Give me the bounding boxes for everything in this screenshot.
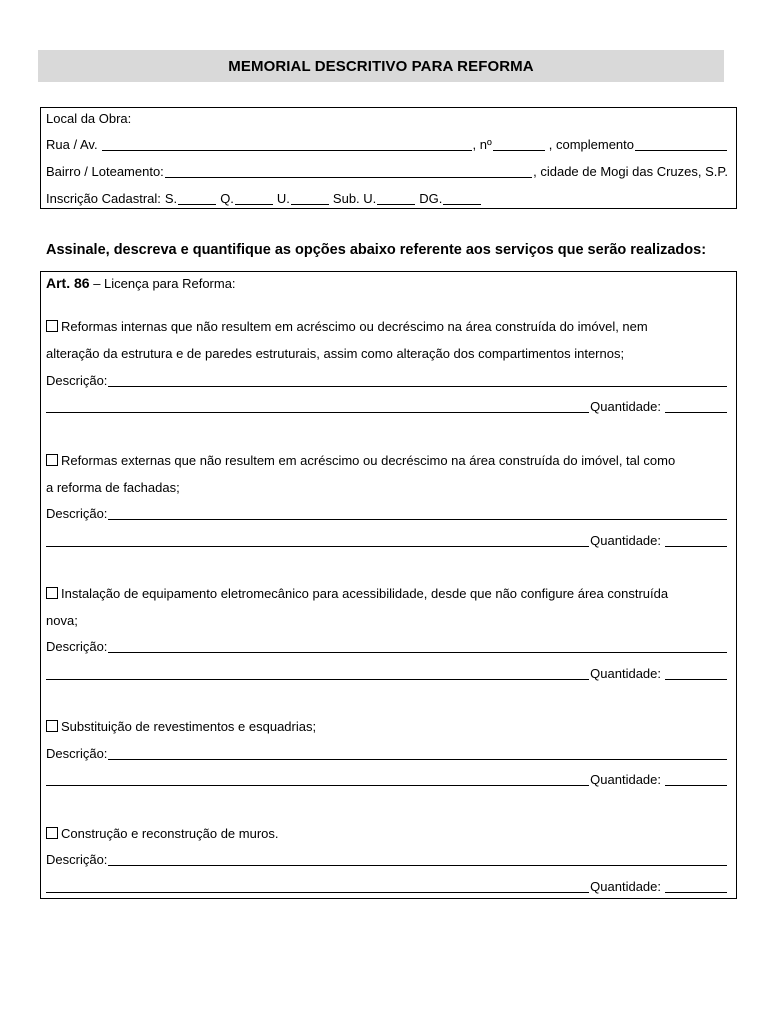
option-5-quantidade-row: [46, 879, 728, 895]
option-5-checkbox[interactable]: [46, 827, 58, 839]
option-5-descricao-label: Descrição:: [46, 852, 108, 867]
option-3-quantidade-label: Quantidade:: [590, 666, 661, 681]
option-3-descricao-field[interactable]: [108, 641, 727, 653]
numero-field[interactable]: [493, 139, 545, 151]
option-3-descricao-field-2[interactable]: [46, 668, 589, 680]
option-2-line1: [46, 453, 728, 469]
article-heading: [46, 275, 728, 292]
option-2-quantidade-row: [46, 533, 728, 549]
option-5-descricao-field-2[interactable]: [46, 881, 589, 893]
article-subtitle: – Licença para Reforma:: [89, 276, 236, 291]
location-box: [40, 107, 737, 209]
rua-label: Rua / Av.: [46, 137, 98, 152]
option-3-line1: [46, 586, 728, 602]
option-4-line1: [46, 719, 728, 735]
document-title: [38, 50, 724, 82]
option-4-quantidade-row: [46, 772, 728, 788]
option-3-checkbox[interactable]: [46, 587, 58, 599]
q-label: Q.: [220, 191, 234, 206]
option-4-descricao-label: Descrição:: [46, 746, 108, 761]
option-1-descricao-field[interactable]: [108, 375, 727, 387]
u-field[interactable]: [291, 193, 329, 205]
inscricao-row: [46, 191, 482, 207]
option-1-quantidade-row: [46, 399, 728, 415]
option-1-quantidade-label: Quantidade:: [590, 399, 661, 414]
local-label: Local da Obra:: [46, 111, 132, 126]
document-title-text: MEMORIAL DESCRITIVO PARA REFORMA: [228, 57, 534, 75]
dg-label: DG.: [419, 191, 443, 206]
services-box: [40, 271, 737, 899]
s-field[interactable]: [178, 193, 216, 205]
u-label: U.: [276, 191, 290, 206]
option-1-descricao-row: [46, 373, 728, 389]
rua-row: [46, 137, 728, 153]
option-2-descricao-label: Descrição:: [46, 506, 108, 521]
option-4-descricao-row: [46, 746, 728, 762]
complemento-label: , complemento: [548, 137, 634, 152]
option-2-descricao-field-2[interactable]: [46, 535, 589, 547]
option-2-checkbox[interactable]: [46, 454, 58, 466]
option-4-quantidade-label: Quantidade:: [590, 772, 661, 787]
option-1-text-1: Reformas internas que não resultem em acréscimo ou decréscimo na área construída do imóvel, nem: [61, 319, 648, 334]
option-5-quantidade-field[interactable]: [665, 881, 727, 893]
option-1-checkbox[interactable]: [46, 320, 58, 332]
option-3-text-2: nova;: [46, 613, 78, 628]
option-4-text-1: Substituição de revestimentos e esquadrias;: [61, 719, 317, 734]
instruction-text: Assinale, descreva e quantifique as opções abaixo referente aos serviços que serão realizados:: [46, 242, 707, 258]
option-1-line1: [46, 319, 728, 335]
option-1-quantidade-field[interactable]: [665, 401, 727, 413]
bairro-field[interactable]: [165, 166, 532, 178]
option-2-text-1: Reformas externas que não resultem em acréscimo ou decréscimo na área construída do imóvel, tal como: [61, 453, 676, 468]
option-4-checkbox[interactable]: [46, 720, 58, 732]
option-4-descricao-field[interactable]: [108, 748, 727, 760]
option-2-descricao-row: [46, 506, 728, 522]
option-3-descricao-row: [46, 639, 728, 655]
option-2-descricao-field[interactable]: [108, 508, 727, 520]
article-number: Art. 86: [46, 275, 90, 291]
option-2-quantidade-label: Quantidade:: [590, 533, 661, 548]
bairro-row: [46, 164, 728, 180]
option-1-descricao-field-2[interactable]: [46, 401, 589, 413]
option-1-text-2: alteração da estrutura e de paredes estruturais, assim como alteração dos compartimentos internos;: [46, 346, 625, 361]
inscricao-label: Inscrição Cadastral:: [46, 191, 161, 206]
option-2-text-2: a reforma de fachadas;: [46, 480, 180, 495]
option-2-quantidade-field[interactable]: [665, 535, 727, 547]
numero-label: , nº: [472, 137, 492, 152]
subu-field[interactable]: [377, 193, 415, 205]
cidade-label: , cidade de Mogi das Cruzes, S.P.: [533, 164, 728, 179]
s-label: S.: [164, 191, 178, 206]
option-5-descricao-field[interactable]: [108, 854, 727, 866]
option-5-descricao-row: [46, 852, 728, 868]
option-5-text-1: Construção e reconstrução de muros.: [61, 826, 279, 841]
subu-label: Sub. U.: [332, 191, 377, 206]
q-field[interactable]: [235, 193, 273, 205]
complemento-field[interactable]: [635, 139, 727, 151]
rua-field[interactable]: [102, 139, 472, 151]
dg-field[interactable]: [443, 193, 481, 205]
option-3-quantidade-field[interactable]: [665, 668, 727, 680]
option-1-descricao-label: Descrição:: [46, 373, 108, 388]
option-5-line1: [46, 826, 728, 842]
option-5-quantidade-label: Quantidade:: [590, 879, 661, 894]
option-4-descricao-field-2[interactable]: [46, 774, 589, 786]
option-4-quantidade-field[interactable]: [665, 774, 727, 786]
bairro-label: Bairro / Loteamento:: [46, 164, 164, 179]
option-3-quantidade-row: [46, 666, 728, 682]
option-3-text-1: Instalação de equipamento eletromecânico para acessibilidade, desde que não configure área construída: [61, 586, 669, 601]
option-3-descricao-label: Descrição:: [46, 639, 108, 654]
